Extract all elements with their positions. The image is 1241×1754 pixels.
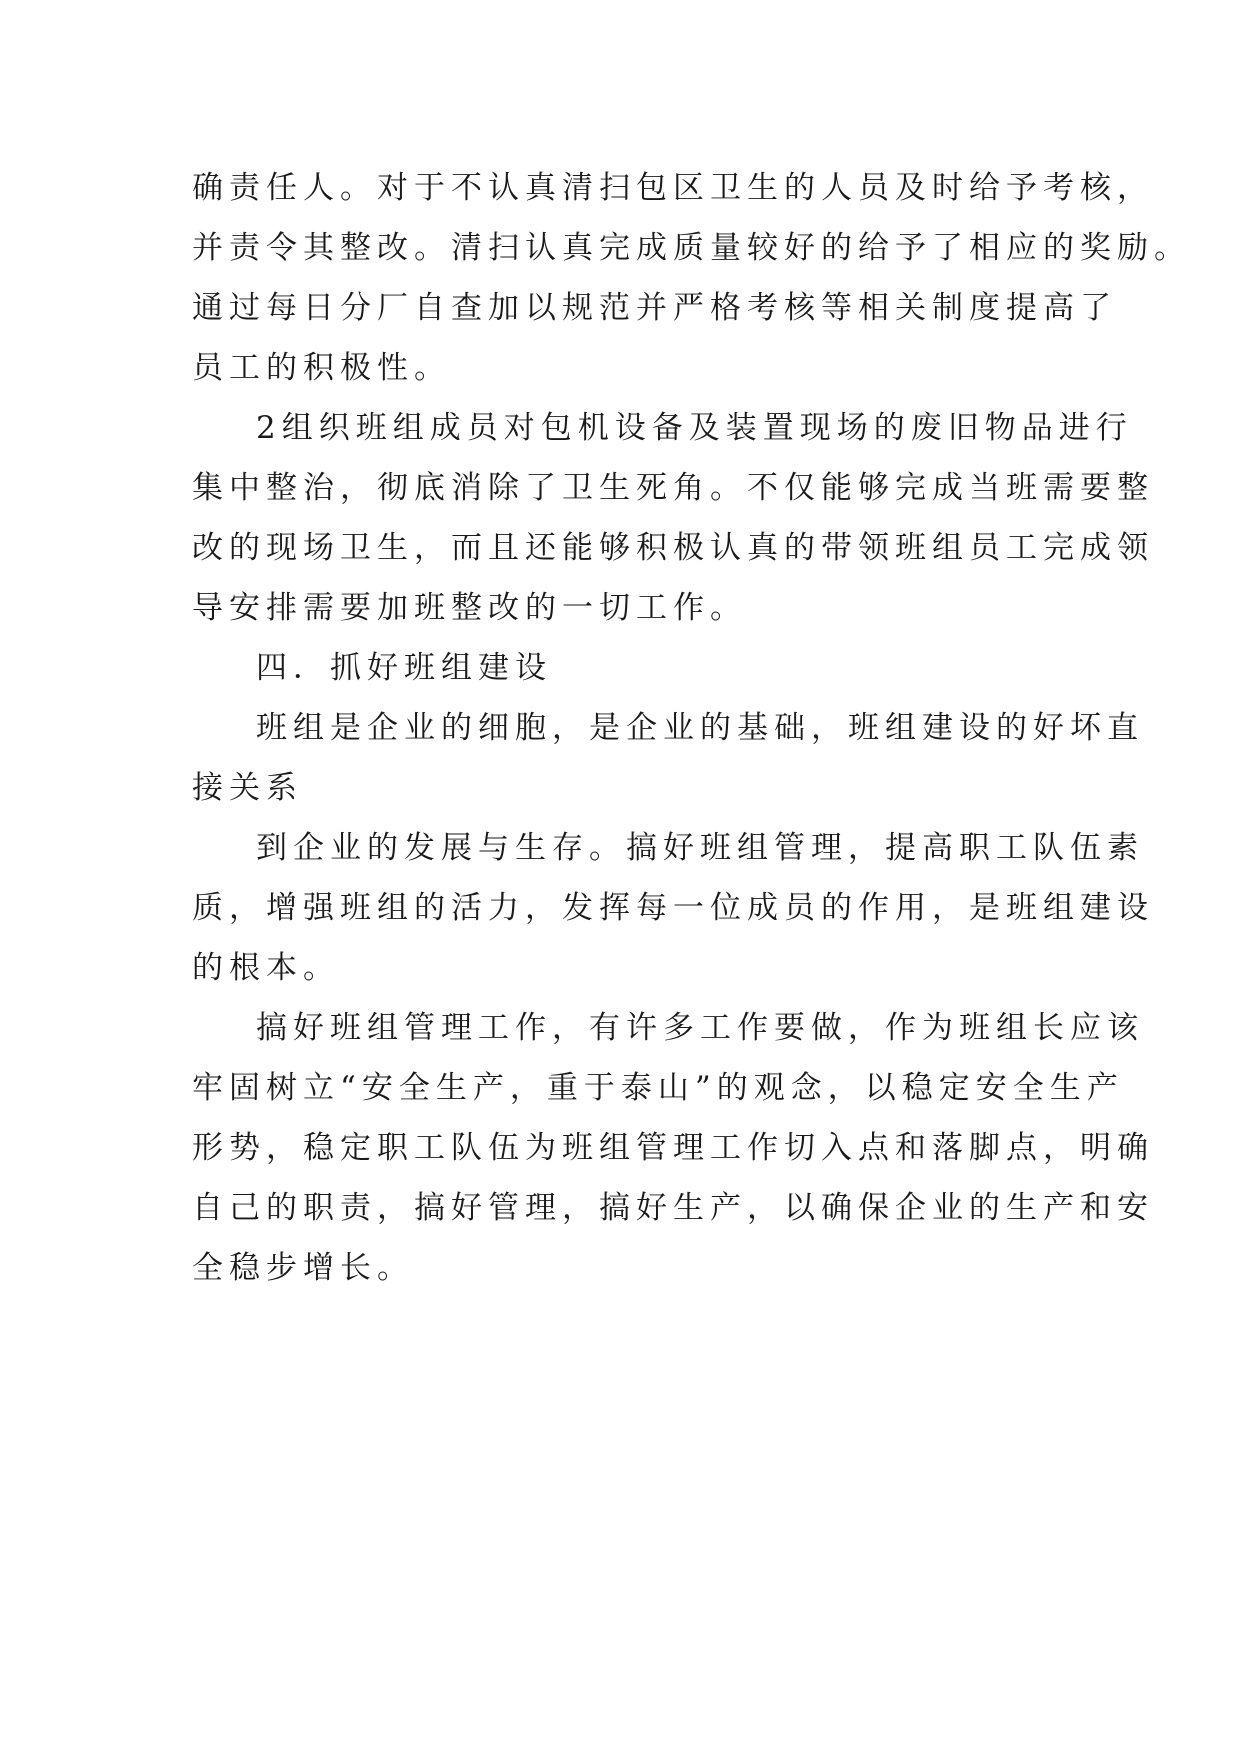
text-line: 员工的积极性。 <box>192 350 451 386</box>
section-heading: 四．抓好班组建设 <box>256 650 552 686</box>
text-line: 确责任人。对于不认真清扫包区卫生的人员及时给予考核， <box>192 170 1154 206</box>
text-line: 的根本。 <box>192 950 340 986</box>
text-line: 搞好班组管理工作，有许多工作要做，作为班组长应该 <box>256 1010 1144 1046</box>
text-line: 并责令其整改。清扫认真完成质量较好的给予了相应的奖励。 <box>192 230 1191 266</box>
text-line: 通过每日分厂自查加以规范并严格考核等相关制度提高了 <box>192 290 1117 326</box>
text-line: 形势，稳定职工队伍为班组管理工作切入点和落脚点，明确 <box>192 1130 1154 1166</box>
text-line: 牢固树立“安全生产，重于泰山”的观念，以稳定安全生产 <box>192 1070 1124 1106</box>
text-line: 自己的职责，搞好管理，搞好生产，以确保企业的生产和安 <box>192 1190 1154 1226</box>
text-line: 2组织班组成员对包机设备及装置现场的废旧物品进行 <box>256 410 1133 446</box>
text-line: 全稳步增长。 <box>192 1250 414 1286</box>
text-line: 接关系 <box>192 770 303 806</box>
text-line: 改的现场卫生，而且还能够积极认真的带领班组员工完成领 <box>192 530 1154 566</box>
text-line: 到企业的发展与生存。搞好班组管理，提高职工队伍素 <box>256 830 1144 866</box>
text-line: 质，增强班组的活力，发挥每一位成员的作用，是班组建设 <box>192 890 1154 926</box>
text-line: 班组是企业的细胞，是企业的基础，班组建设的好坏直 <box>256 710 1144 746</box>
text-line: 集中整治，彻底消除了卫生死角。不仅能够完成当班需要整 <box>192 470 1154 506</box>
text-line: 导安排需要加班整改的一切工作。 <box>192 590 747 626</box>
